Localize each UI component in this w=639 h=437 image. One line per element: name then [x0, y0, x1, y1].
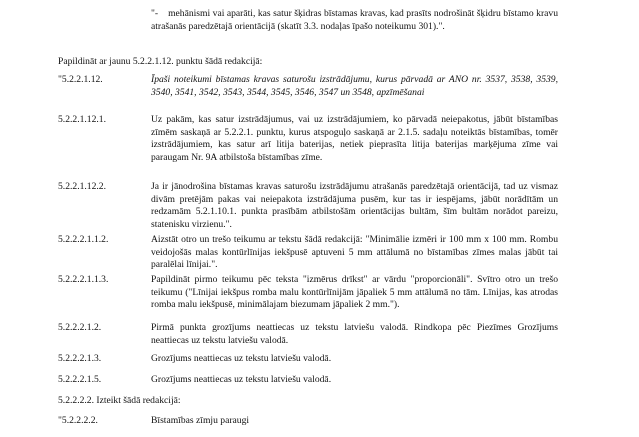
paragraph-text: Grozījums neattiecas uz tekstu latviešu valodā.: [151, 374, 332, 385]
paragraph-number: 5.2.2.2.1.1.3.: [58, 274, 109, 285]
intro-item-text: "- mehānismi vai aparāti, kas satur šķidras bīstamas kravas, kad prasīts nodrošināt šķidru bīstamo kravu atrašanās paredzētajā orientācijā (skatīt 3.3. nodaļas īpašo noteikumu 301).".: [151, 8, 558, 32]
paragraph-text: Bīstamības zīmju paraugi: [151, 415, 250, 426]
paragraph-number: "5.2.2.2.2.: [58, 415, 98, 426]
paragraph-text: Ja ir jānodrošina bīstamas kravas saturošu izstrādājumu atrašanās paredzētajā orientācijā, tad uz vismaz divām pretējām pakas vai neiepakota izstrādājuma pusēm, kur tas ir iespējams, jābūt norādītām un redzamām 5.2.1.10.1. punkta prasībām atbilstošām orientācijas bultām, šīm bultām norādot pareizu, statenisku virzienu.".: [151, 181, 558, 230]
paragraph-text: Īpaši noteikumi bīstamas kravas saturošu izstrādājumu, kurus pārvadā ar ANO nr. 3537, 3538, 3539, 3540, 3541, 3542, 3543, 3544, 3545, 3546, 3547 un 3548, apzīmēšanai: [151, 74, 558, 98]
paragraph-number: 5.2.2.1.12.2.: [58, 181, 106, 192]
paragraph-number: 5.2.2.2.1.5.: [58, 374, 102, 385]
paragraph-text: Aizstāt otro un trešo teikumu ar tekstu šādā redakcijā: "Minimālie izmēri ir 100 mm x 100 mm. Rombu veidojošās malas kontūrlīnijas iekšpusē aptuveni 5 mm attālumā no bīstamības zīmes malas jābūt tai paralēlai līnijai.".: [151, 234, 558, 271]
paragraph-text: Grozījums neattiecas uz tekstu latviešu valodā.: [151, 353, 332, 364]
supplement-instruction: Papildināt ar jaunu 5.2.2.1.12. punktu šādā redakcijā:: [58, 56, 263, 67]
paragraph-number: 5.2.2.2.1.3.: [58, 353, 102, 364]
paragraph-number: "5.2.2.1.12.: [58, 74, 103, 85]
paragraph-text: Papildināt pirmo teikumu pēc teksta "izmērus drīkst" ar vārdu "proporcionāli". Svītro otro un trešo teikumu ("Līnijai iekšpus romba malu kontūrlīnijām jāpaliek 5 mm attālumā no tām. Līnijas, kas atrodas romba malu iekšpusē, minimālajam biezumam jāpaliek 2 mm.").: [151, 274, 558, 311]
restate-instruction: 5.2.2.2.2. Izteikt šādā redakcijā:: [58, 395, 181, 406]
paragraph-text: Pirmā punkta grozījums neattiecas uz tekstu latviešu valodā. Rindkopa pēc Piezīmes Grozījums neattiecas uz tekstu latviešu valodā.: [151, 322, 558, 346]
paragraph-number: 5.2.2.2.1.1.2.: [58, 234, 109, 245]
paragraph-number: 5.2.2.1.12.1.: [58, 114, 106, 125]
paragraph-text: Uz pakām, kas satur izstrādājumus, vai uz izstrādājumiem, ko pārvadā neiepakotus, jābūt bīstamības zīmēm saskaņā ar 5.2.2.1. punktu, kurus atspoguļo saskaņā ar 2.1.5. sadaļu noteiktās bīstamības, tomēr izstrādājumiem, kas satur arī litija baterijas, netiek pieprasīta litija baterijas marķējuma zīme vai paraugam Nr. 9A atbilstoša bīstamības zīme.: [151, 114, 558, 163]
paragraph-number: 5.2.2.2.1.2.: [58, 322, 102, 333]
